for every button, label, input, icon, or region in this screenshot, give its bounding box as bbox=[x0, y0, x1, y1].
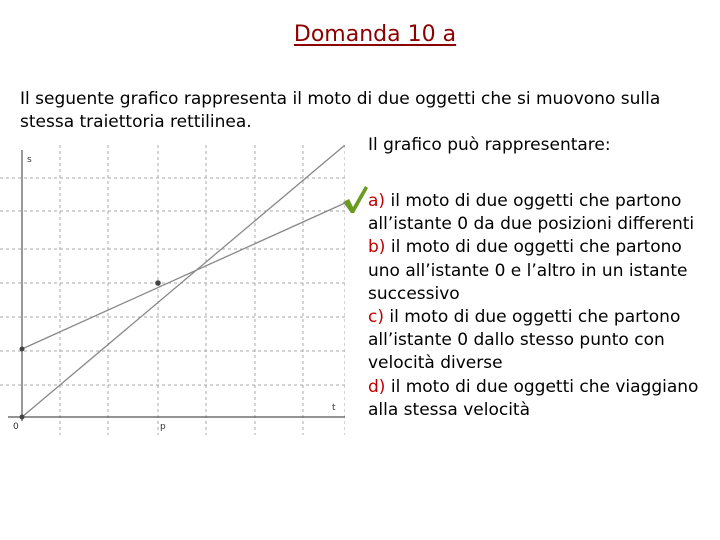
x-axis-label: t bbox=[332, 403, 336, 413]
answer-list bbox=[368, 190, 708, 422]
answer-a[interactable] bbox=[368, 190, 708, 236]
answer-d-text: il moto di due oggetti che viaggiano alla stessa velocità bbox=[368, 376, 699, 420]
origin-label: 0 bbox=[13, 422, 19, 432]
answer-d-letter: d) bbox=[368, 376, 386, 397]
answer-d[interactable] bbox=[368, 376, 708, 422]
intro-text: Il seguente grafico rappresenta il moto di due oggetti che si muovono sulla stessa traiettoria rettilinea. bbox=[20, 89, 661, 132]
slide-title: Domanda 10 a bbox=[293, 22, 457, 47]
p-label: p bbox=[160, 422, 166, 432]
answer-b-letter: b) bbox=[368, 237, 386, 258]
question-text: Il grafico può rappresentare: bbox=[368, 135, 611, 155]
y-axis-label: s bbox=[27, 155, 32, 165]
answer-c[interactable] bbox=[368, 306, 708, 376]
answer-c-text: il moto di due oggetti che partono all’istante 0 dallo stesso punto con velocità diverse bbox=[368, 307, 681, 374]
line-object-1 bbox=[22, 145, 345, 417]
line-object-2 bbox=[22, 203, 345, 349]
intersection-point bbox=[155, 280, 161, 286]
origin-point bbox=[20, 415, 25, 420]
answer-c-letter: c) bbox=[368, 307, 384, 328]
intercept-point bbox=[20, 347, 25, 352]
answer-b[interactable] bbox=[368, 236, 708, 306]
answer-b-text: il moto di due oggetti che partono uno all’istante 0 e l’altro in un istante successivo bbox=[368, 237, 688, 304]
answer-a-letter: a) bbox=[368, 191, 386, 211]
answer-a-text: il moto di due oggetti che partono all’istante 0 da due posizioni differenti bbox=[368, 191, 695, 235]
motion-graph bbox=[0, 145, 345, 435]
